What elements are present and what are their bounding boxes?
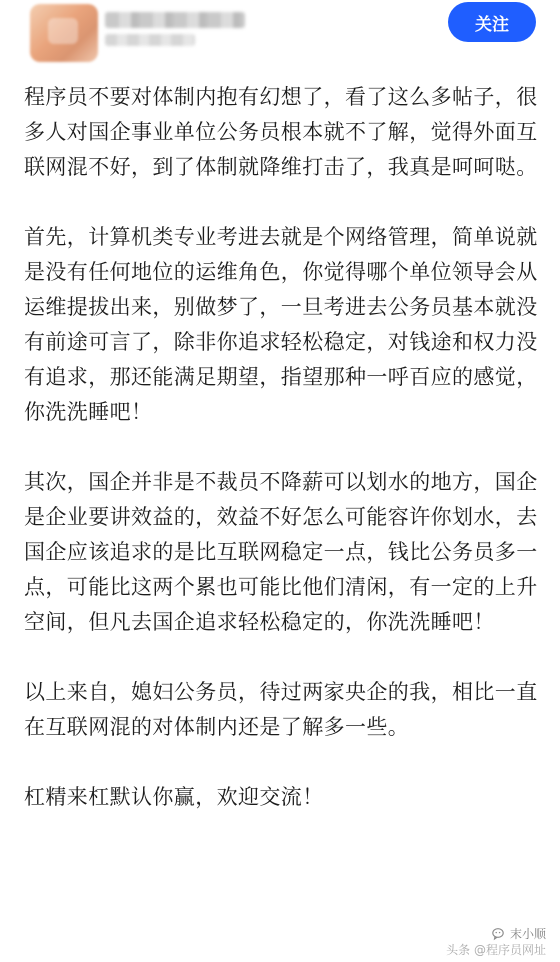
post-paragraph-2: 首先，计算机类专业考进去就是个网络管理，简单说就是没有任何地位的运维角色，你觉得哪个单位领导会从运维提拔出来，别做梦了，一旦考进去公务员基本就没有前途可言了，除非你追求轻松稳定，对钱途和权力没有追求，那还能满足期望，指望那种一呼百应的感觉，你洗洗睡吧！ xyxy=(24,225,538,424)
post-paragraph-1: 程序员不要对体制内抱有幻想了，看了这么多帖子，很多人对国企事业单位公务员根本就不了解，觉得外面互联网混不好，到了体制就降维打击了，我真是呵呵哒。 xyxy=(24,85,538,179)
avatar[interactable] xyxy=(30,4,98,62)
post-paragraph-4: 以上来自，媳妇公务员，待过两家央企的我，相比一直在互联网混的对体制内还是了解多一些。 xyxy=(24,680,538,739)
follow-button[interactable]: 关注 xyxy=(448,2,536,42)
post-header xyxy=(0,0,560,72)
post-paragraph-5: 杠精来杠默认你赢，欢迎交流！ xyxy=(24,785,324,809)
post-body xyxy=(24,80,544,815)
user-meta-blurred xyxy=(105,34,195,46)
watermark-source: 头条 @程序员网址 xyxy=(446,943,546,957)
watermark-account xyxy=(492,926,546,942)
watermark-account-name: 末小顺 xyxy=(509,927,546,941)
wechat-bubble-icon xyxy=(492,927,506,941)
watermark xyxy=(446,926,546,958)
post-paragraph-3: 其次，国企并非是不裁员不降薪可以划水的地方，国企是企业要讲效益的，效益不好怎么可能容许你划水，去国企应该追求的是比互联网稳定一点，钱比公务员多一点，可能比这两个累也可能比他们清闲，有一定的上升空间，但凡去国企追求轻松稳定的，你洗洗睡吧！ xyxy=(24,470,538,634)
username-blurred[interactable] xyxy=(105,12,245,28)
